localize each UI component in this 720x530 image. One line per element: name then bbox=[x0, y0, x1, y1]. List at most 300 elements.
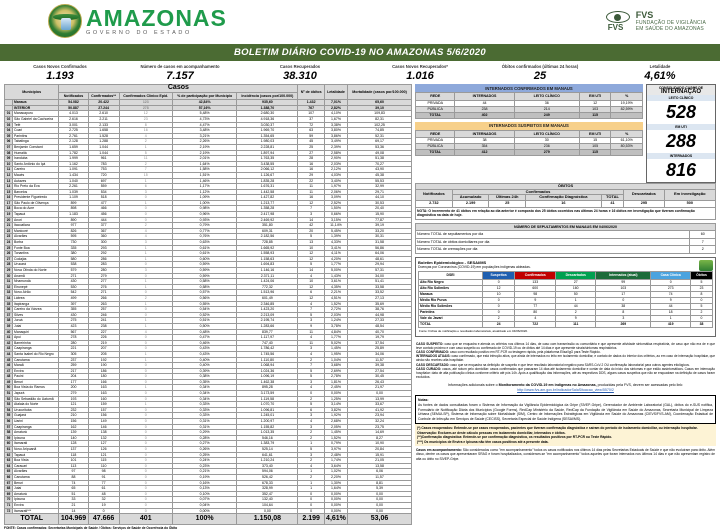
internados-confirmados-panel bbox=[415, 84, 643, 119]
row-cell: 6 bbox=[119, 184, 172, 190]
row-cell: 292 bbox=[88, 251, 119, 257]
dsei-cell: 600 bbox=[515, 285, 556, 291]
row-cell: 0,04% bbox=[172, 502, 237, 508]
row-cell: 2,21% bbox=[324, 290, 347, 296]
obitos-panel bbox=[415, 183, 716, 220]
row-cell: 2,19% bbox=[172, 144, 237, 150]
summary-stat bbox=[480, 64, 600, 82]
row-municipality: Uarini bbox=[13, 419, 59, 425]
row-cell: 271 bbox=[59, 273, 88, 279]
row-cell: 0 bbox=[119, 435, 172, 441]
row-cell: 3,48% bbox=[172, 128, 237, 134]
row-cell: 101 bbox=[59, 458, 88, 464]
row-municipality: São Sebastião do Uatumã bbox=[13, 396, 59, 402]
row-cell: 0 bbox=[119, 497, 172, 503]
row-cell: 355 bbox=[59, 307, 88, 313]
row-cell: 1.786,42 bbox=[237, 346, 298, 352]
row-cell: 257 bbox=[88, 307, 119, 313]
row-cell: 4 bbox=[119, 133, 172, 139]
col-group-casos: Casos bbox=[59, 85, 298, 93]
row-cell: 162 bbox=[59, 424, 88, 430]
row-cell: 1 bbox=[119, 200, 172, 206]
acompanhamento-block bbox=[415, 446, 716, 463]
row-cell: 16 bbox=[119, 128, 172, 134]
row-cell: 19,79 bbox=[348, 335, 412, 341]
row-cell: 6 bbox=[298, 290, 325, 296]
row-cell: 601,49 bbox=[237, 295, 298, 301]
row-cell: 580 bbox=[59, 256, 88, 262]
row-cell: 2 bbox=[298, 474, 325, 480]
link-text-before: Informações adicionais sobre o bbox=[447, 383, 499, 388]
row-cell: 30,45 bbox=[348, 374, 412, 380]
row-cell: 128 bbox=[59, 441, 88, 447]
row-cell: 0,55% bbox=[172, 301, 237, 307]
row-cell: 0 bbox=[119, 290, 172, 296]
panel-title: INTERNADOS CONFIRMADOS EM MANAUS bbox=[415, 84, 643, 92]
row-cell: 2 bbox=[119, 139, 172, 145]
row-cell: 0,33% bbox=[172, 407, 237, 413]
row-cell: 156 bbox=[59, 419, 88, 425]
internados-suspeitos-col: % bbox=[611, 130, 643, 138]
dsei-cell: 99 bbox=[596, 279, 651, 285]
row-cell: 328,99 bbox=[237, 486, 298, 492]
consolidado-value-internados: 816 bbox=[665, 160, 697, 180]
dsei-cell: 50 bbox=[556, 291, 596, 297]
row-cell: 3,97% bbox=[324, 447, 347, 453]
monitoring-url-link[interactable]: http://www.fvs.am.gov.br/indicadorSalaSituacao_view/5570/2 bbox=[517, 388, 614, 393]
row-cell: 3,86% bbox=[324, 133, 347, 139]
row-cell: 1.146,16 bbox=[237, 268, 298, 274]
internados-suspeitos-cell: 412 bbox=[455, 150, 514, 156]
link-text-bold: Monitoramento da COVID-19 em indígenas no Amazonas, bbox=[498, 383, 597, 388]
row-index: 44 bbox=[5, 351, 13, 357]
definition-item bbox=[416, 367, 715, 380]
consolidado-label-leito: LEITO CLÍNICO bbox=[647, 95, 715, 101]
row-cell: 0,50% bbox=[172, 323, 237, 329]
obitos-title: ÓBITOS bbox=[416, 184, 716, 190]
row-cell: 720 bbox=[88, 172, 119, 178]
obitos-col-confirmacao: Confirmação Diagnóstica bbox=[526, 195, 602, 201]
row-index: 43 bbox=[5, 346, 13, 352]
row-cell: 0,61% bbox=[172, 245, 237, 251]
row-cell: 0,35% bbox=[172, 379, 237, 385]
row-cell: 2 bbox=[298, 357, 325, 363]
internados-suspeitos-col: REDE bbox=[416, 130, 455, 138]
row-cell: 4,33% bbox=[324, 240, 347, 246]
row-cell: 11,14% bbox=[324, 223, 347, 229]
row-cell: 204 bbox=[59, 374, 88, 380]
row-cell: 132 bbox=[88, 435, 119, 441]
row-cell: 1,77% bbox=[324, 262, 347, 268]
row-cell: 0 bbox=[298, 502, 325, 508]
row-cell: 14 bbox=[298, 217, 325, 223]
row-cell: 839,77 bbox=[237, 329, 298, 335]
row-cell: 23,75 bbox=[348, 424, 412, 430]
row-cell: 0,00 bbox=[348, 502, 412, 508]
internados-suspeitos-col: INTERNADOS bbox=[455, 130, 514, 138]
row-cell: 4 bbox=[298, 273, 325, 279]
row-cell: 21,97 bbox=[348, 385, 412, 391]
row-cell: 2.195,74 bbox=[237, 318, 298, 324]
row-cell: 210 bbox=[59, 413, 88, 419]
row-cell: 1.039 bbox=[59, 189, 88, 195]
row-cell: 1.388,70 bbox=[237, 105, 298, 111]
internados-suspeitos-col: LEITO CLÍNICO bbox=[514, 130, 579, 138]
dsei-cell: 1 bbox=[651, 315, 691, 321]
row-cell: 15,90 bbox=[348, 212, 412, 218]
info-link-block bbox=[415, 381, 716, 395]
row-cell: 38,76 bbox=[348, 307, 412, 313]
row-cell: 276 bbox=[88, 284, 119, 290]
row-cell: 28 bbox=[298, 156, 325, 162]
dsei-cell: 2 bbox=[483, 315, 515, 321]
row-cell: 4 bbox=[119, 228, 172, 234]
row-cell: 609,31 bbox=[237, 228, 298, 234]
dsei-col: Internados (atual) bbox=[596, 271, 651, 279]
row-cell: 2.228,81 bbox=[237, 144, 298, 150]
internados-suspeitos-panel bbox=[415, 122, 643, 157]
consolidado-value-uti: 288 bbox=[665, 131, 697, 151]
row-cell: 0,21% bbox=[172, 469, 237, 475]
dsei-table bbox=[418, 271, 713, 328]
row-cell: 2,05% bbox=[324, 424, 347, 430]
row-cell: 51,41 bbox=[348, 279, 412, 285]
internados-confirmados-col: EM UTI bbox=[579, 93, 611, 101]
internados-suspeitos-cell: 354 bbox=[455, 144, 514, 150]
row-index: 16 bbox=[5, 195, 13, 201]
row-cell: 82,31 bbox=[348, 116, 412, 122]
row-index: 38 bbox=[5, 318, 13, 324]
row-cell: 1,50% bbox=[324, 206, 347, 212]
row-cell: 0 bbox=[119, 463, 172, 469]
row-cell: 0 bbox=[119, 407, 172, 413]
row-cell: 0,34% bbox=[172, 396, 237, 402]
row-index: 68 bbox=[5, 486, 13, 492]
row-cell: 241 bbox=[88, 318, 119, 324]
row-cell: 0,00 bbox=[348, 491, 412, 497]
row-cell: 19 bbox=[88, 502, 119, 508]
dsei-cell: 5 bbox=[690, 303, 712, 309]
col-municipios: Municípios bbox=[5, 85, 59, 100]
row-cell: 3 bbox=[298, 318, 325, 324]
dsei-cell: 160 bbox=[556, 285, 596, 291]
row-cell: 1.070,70 bbox=[237, 402, 298, 408]
row-municipality: Manicoré bbox=[13, 228, 59, 234]
row-cell: 0,58% bbox=[172, 284, 237, 290]
internados-suspeitos-cell: PRIVADA bbox=[416, 138, 455, 144]
row-cell: 0,98% bbox=[172, 206, 237, 212]
obitos-data-row bbox=[416, 200, 716, 207]
row-cell: 3,82% bbox=[324, 407, 347, 413]
row-cell: 11,57 bbox=[348, 357, 412, 363]
row-cell: 0 bbox=[119, 346, 172, 352]
obitos-cell: 2.199 bbox=[452, 200, 489, 207]
row-cell: 1.745,56 bbox=[237, 351, 298, 357]
row-cell: 466 bbox=[88, 206, 119, 212]
row-index: 17 bbox=[5, 200, 13, 206]
row-cell: 157 bbox=[88, 407, 119, 413]
row-cell: 4 bbox=[119, 329, 172, 335]
row-municipality: Lábrea bbox=[13, 295, 59, 301]
row-cell: 0 bbox=[119, 273, 172, 279]
row-cell: 65,60 bbox=[348, 100, 412, 106]
row-cell: 56,86 bbox=[348, 245, 412, 251]
row-cell: 33,58 bbox=[348, 284, 412, 290]
row-index: 07 bbox=[5, 144, 13, 150]
footnotes-block bbox=[415, 424, 716, 446]
row-municipality: Itamarati bbox=[13, 441, 59, 447]
row-cell: 1 bbox=[119, 402, 172, 408]
row-cell: 0,00% bbox=[324, 391, 347, 397]
row-cell: 0,00% bbox=[324, 502, 347, 508]
notas-title: Notas: bbox=[418, 398, 429, 403]
row-cell: 1.980,03 bbox=[237, 139, 298, 145]
row-cell: 48 bbox=[88, 491, 119, 497]
row-cell: 121 bbox=[88, 452, 119, 458]
row-cell: 0 bbox=[298, 491, 325, 497]
row-municipality: Boa Vista bbox=[13, 458, 59, 464]
row-cell: 1,64% bbox=[324, 486, 347, 492]
row-cell: 160 bbox=[88, 396, 119, 402]
row-cell: 12 bbox=[298, 256, 325, 262]
row-cell: 1 bbox=[119, 351, 172, 357]
row-cell: 1.068,94 bbox=[237, 363, 298, 369]
row-index: 66 bbox=[5, 474, 13, 480]
row-cell: 2.213,09 bbox=[237, 312, 298, 318]
internados-confirmados-col: % bbox=[611, 93, 643, 101]
row-cell: 0,23% bbox=[172, 463, 237, 469]
row-index: 01 bbox=[5, 111, 13, 117]
row-cell: 0,00 bbox=[237, 508, 298, 514]
row-cell: 34,06 bbox=[348, 351, 412, 357]
row-cell: 1.200,97 bbox=[237, 419, 298, 425]
row-cell: 278 bbox=[59, 335, 88, 341]
row-cell: 2,69% bbox=[324, 368, 347, 374]
row-cell: 4,35% bbox=[324, 284, 347, 290]
row-cell: 1,09% bbox=[172, 195, 237, 201]
row-index: 19 bbox=[5, 212, 13, 218]
row-cell: 305 bbox=[59, 351, 88, 357]
internados-confirmados-cell: PRIVADA bbox=[416, 100, 455, 106]
obitos-col-notificados: Notificados bbox=[416, 189, 453, 200]
row-municipality: Tapauá bbox=[13, 452, 59, 458]
row-cell: 12 bbox=[298, 251, 325, 257]
row-municipality: Amaturá bbox=[13, 430, 59, 436]
row-cell: 895,28 bbox=[237, 385, 298, 391]
row-index: 10 bbox=[5, 161, 13, 167]
row-cell: 1,95% bbox=[324, 351, 347, 357]
dsei-cell: Médio Rio Solimões bbox=[419, 303, 483, 309]
dsei-cell: 74 bbox=[651, 291, 691, 297]
row-cell: 1.210,24 bbox=[237, 458, 298, 464]
row-cell: 0 bbox=[119, 430, 172, 436]
row-cell: 1.213,77 bbox=[237, 200, 298, 206]
row-cell: 115 bbox=[88, 458, 119, 464]
row-cell: 13,58 bbox=[348, 463, 412, 469]
row-cell: 1.513,96 bbox=[237, 290, 298, 296]
row-index: 31 bbox=[5, 279, 13, 285]
row-cell: 107 bbox=[298, 111, 325, 117]
row-index: 40 bbox=[5, 329, 13, 335]
row-cell: 2,82% bbox=[324, 105, 347, 111]
row-cell: 477 bbox=[88, 200, 119, 206]
row-municipality: Ipixuna bbox=[13, 435, 59, 441]
row-cell: 97 bbox=[59, 469, 88, 475]
row-cell: 542 bbox=[59, 290, 88, 296]
dsei-source: Fonte: Fichas de notificação e resultados laboratoriais, atualizado em 04/06/2020. bbox=[419, 328, 528, 333]
row-cell: 42,84% bbox=[172, 100, 237, 106]
row-cell: 3.173,59 bbox=[237, 391, 298, 397]
row-index: 65 bbox=[5, 469, 13, 475]
row-cell: 2 bbox=[119, 223, 172, 229]
definition-term: CASO DESCARTADO: bbox=[416, 362, 450, 367]
row-index: 37 bbox=[5, 312, 13, 318]
row-cell: 1.424,06 bbox=[237, 279, 298, 285]
dsei-cell: 17 bbox=[596, 291, 651, 297]
row-cell: 279 bbox=[88, 273, 119, 279]
row-cell: 4,51% bbox=[324, 295, 347, 301]
row-index: 22 bbox=[5, 228, 13, 234]
summary-stat bbox=[360, 64, 480, 82]
row-cell: 226 bbox=[88, 335, 119, 341]
acompanhamento-term: Casos em acompanhamento: bbox=[416, 447, 462, 452]
dsei-cell: 0 bbox=[483, 279, 515, 285]
row-cell: 1.096,19 bbox=[237, 374, 298, 380]
row-municipality: Tonantins bbox=[13, 251, 59, 257]
row-cell: 1.158,63 bbox=[237, 256, 298, 262]
internados-confirmados-col: REDE bbox=[416, 93, 455, 101]
row-cell: 0,79% bbox=[172, 223, 237, 229]
row-cell: 1,46% bbox=[172, 178, 237, 184]
row-cell: 14 bbox=[298, 268, 325, 274]
row-municipality: Borba bbox=[13, 240, 59, 246]
consolidado-title-2: INTERNAÇÃO bbox=[661, 89, 701, 95]
stat-value: 1.016 bbox=[406, 70, 434, 82]
row-cell: 0,28% bbox=[172, 435, 237, 441]
row-municipality: Apuí bbox=[13, 335, 59, 341]
row-cell: 139 bbox=[59, 430, 88, 436]
municipality-table-panel bbox=[4, 84, 412, 530]
row-index: 55 bbox=[5, 413, 13, 419]
row-cell: 0,60% bbox=[172, 256, 237, 262]
row-cell: 300 bbox=[88, 240, 119, 246]
row-cell: 0,46% bbox=[172, 340, 237, 346]
row-cell: 0,93% bbox=[172, 217, 237, 223]
row-cell: 1.283,66 bbox=[237, 323, 298, 329]
row-cell: 20 bbox=[298, 228, 325, 234]
row-cell: 1.183 bbox=[59, 212, 88, 218]
row-cell: 538 bbox=[59, 262, 88, 268]
row-cell: 1 bbox=[119, 284, 172, 290]
total-cell: 53,06 bbox=[348, 514, 412, 525]
consolidado-label-uti: EM UTI bbox=[647, 124, 715, 130]
internados-suspeitos-row bbox=[416, 150, 643, 156]
footnote-item: Observação: Excluem-se deste cálculo pessoas em isolamento domiciliar, internados e óbitos. bbox=[417, 430, 566, 435]
internados-suspeitos-cell: PÚBLICA bbox=[416, 144, 455, 150]
row-cell: 1,04% bbox=[324, 357, 347, 363]
row-cell: 2,78% bbox=[324, 374, 347, 380]
row-cell: 2,48% bbox=[324, 452, 347, 458]
fvs-line1: FUNDAÇÃO DE VIGILÂNCIA bbox=[635, 19, 706, 26]
row-index: 52 bbox=[5, 396, 13, 402]
row-cell: 2.469,92 bbox=[237, 217, 298, 223]
row-cell: 7,01% bbox=[324, 100, 347, 106]
row-cell: 0,96% bbox=[172, 212, 237, 218]
row-cell: 57,16% bbox=[172, 105, 237, 111]
row-cell: 2,45% bbox=[324, 385, 347, 391]
row-cell: 33 bbox=[59, 497, 88, 503]
row-cell: 0 bbox=[119, 212, 172, 218]
row-cell: 52,31 bbox=[348, 133, 412, 139]
dsei-cell: 80 bbox=[515, 309, 556, 315]
internados-confirmados-table bbox=[415, 92, 643, 119]
stat-label: Número de casos em acompanhamento bbox=[140, 64, 220, 69]
row-cell: 1.044 bbox=[88, 144, 119, 150]
row-cell: 279 bbox=[59, 391, 88, 397]
row-municipality: Beruri bbox=[13, 379, 59, 385]
row-cell: 25 bbox=[298, 144, 325, 150]
row-cell: 26,43 bbox=[348, 379, 412, 385]
row-cell: 29,94 bbox=[348, 262, 412, 268]
row-cell: 227 bbox=[88, 329, 119, 335]
row-index: 47 bbox=[5, 368, 13, 374]
row-cell: 730 bbox=[59, 240, 88, 246]
row-cell: 27,13 bbox=[348, 295, 412, 301]
row-cell: 35,69 bbox=[348, 301, 412, 307]
definition-text: caso que se enquadra e atenda os critérios nos últimos 14 dias, de caso com transmissão ou comunitária e que apresente atividade sintomática respiratória, de caso que não era de e que teve contato próximo e com caso suspeito ou confirmado de COVID-19 ou de óbitos até 14 dias e que apresente sinais/sintomas respiratórios. bbox=[416, 341, 716, 350]
row-index: 20 bbox=[5, 217, 13, 223]
fvs-abbr-large: FVS bbox=[635, 9, 654, 20]
row-cell: 1 bbox=[119, 251, 172, 257]
row-cell: 5 bbox=[298, 262, 325, 268]
row-cell: 27.244 bbox=[88, 105, 119, 111]
internados-suspeitos-table bbox=[415, 130, 643, 157]
row-cell: 12 bbox=[298, 200, 325, 206]
row-index: 26 bbox=[5, 251, 13, 257]
row-cell: 499 bbox=[59, 295, 88, 301]
row-municipality: Rio Preto da Eva bbox=[13, 184, 59, 190]
row-index: 72 bbox=[5, 508, 13, 514]
row-cell: 217 bbox=[59, 368, 88, 374]
row-municipality: Manaus bbox=[13, 100, 59, 106]
row-cell: 0 bbox=[119, 206, 172, 212]
row-cell: 0 bbox=[298, 391, 325, 397]
row-cell: 1,92% bbox=[324, 413, 347, 419]
coat-of-arms-icon bbox=[48, 4, 82, 38]
row-cell: 1.162 bbox=[59, 161, 88, 167]
row-cell: 3,61% bbox=[324, 279, 347, 285]
row-cell: 2,26% bbox=[172, 139, 237, 145]
row-cell: 3,38% bbox=[324, 122, 347, 128]
row-index: 49 bbox=[5, 379, 13, 385]
row-municipality: Nhamundá bbox=[13, 279, 59, 285]
row-municipality: Ipixuna bbox=[13, 497, 59, 503]
internados-confirmados-cell: 36 bbox=[514, 100, 579, 106]
stat-value: 1.193 bbox=[46, 70, 74, 82]
row-cell: 0,24% bbox=[172, 458, 237, 464]
row-cell: 567 bbox=[59, 329, 88, 335]
row-cell: 2,19% bbox=[172, 150, 237, 156]
row-cell: 2,68% bbox=[324, 419, 347, 425]
stat-value: 7.157 bbox=[166, 70, 194, 82]
dsei-cell: 133 bbox=[515, 279, 556, 285]
row-cell: 1,02% bbox=[324, 469, 347, 475]
row-index: 18 bbox=[5, 206, 13, 212]
row-cell: 232 bbox=[59, 407, 88, 413]
row-cell: 1.969,70 bbox=[237, 128, 298, 134]
row-cell: 0 bbox=[119, 396, 172, 402]
row-cell: 1 bbox=[119, 279, 172, 285]
